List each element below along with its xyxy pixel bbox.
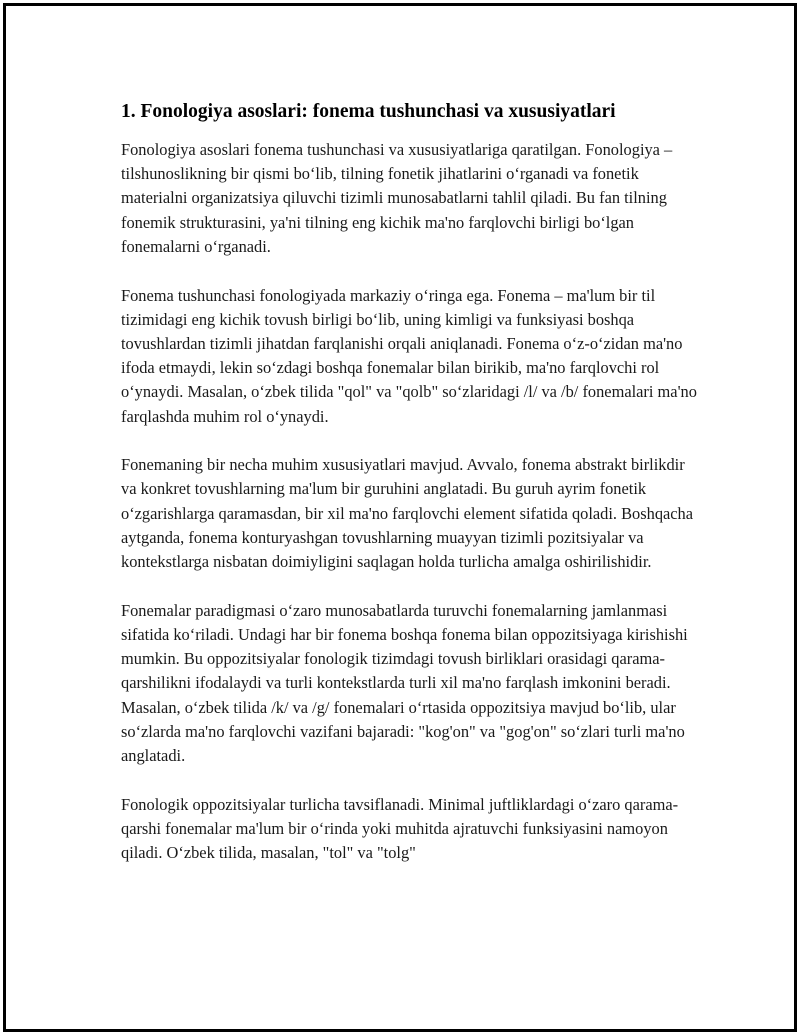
page-frame xyxy=(3,3,797,1032)
paragraph-3: Fonemaning bir necha muhim xususiyatlari mavjud. Avvalo, fonema abstrakt birlikdir va konkret tovushlarning ma'lum bir guruhini anglatadi. Bu guruh ayrim fonetik o‘zgarishlarga qaramasdan, bir xil ma'no farqlovchi element sifatida qoladi. Boshqacha aytganda, fonema konturyashgan tovushlarning muayyan tizimli pozitsiyalar va kontekstlarga nisbatan doimiyligini saqlagan holda turlicha amalga oshirilishidir. xyxy=(121,455,694,572)
section-heading: 1. Fonologiya asoslari: fonema tushunchasi va xususiyatlari xyxy=(121,101,616,122)
paragraph-5: Fonologik oppozitsiyalar turlicha tavsiflanadi. Minimal juftliklardagi o‘zaro qarama-qarshi fonemalar ma'lum bir o‘rinda yoki muhitda ajratuvchi funksiyasini namoyon qiladi. O‘zbek tilida, masalan, "tol" va "tolg" xyxy=(121,794,679,863)
paragraph-1: Fonologiya asoslari fonema tushunchasi va xususiyatlariga qaratilgan. Fonologiya – tilshunoslikning bir qismi bo‘lib, tilning fonetik jihatlarini o‘rganadi va fonetik materialni organizatsiya qiluvchi tizimli munosabatlarni tahlil qiladi. Bu fan tilning fonemik strukturasini, ya'ni tilning eng kichik ma'no farqlovchi birligi bo‘lgan fonemalarni o‘rganadi. xyxy=(121,140,673,256)
paragraph-4: Fonemalar paradigmasi o‘zaro munosabatlarda turuvchi fonemalarning jamlanmasi sifatida ko‘riladi. Undagi har bir fonema boshqa fonema bilan oppozitsiyaga kirishishi mumkin. Bu oppozitsiyalar fonologik tizimdagi tovush birliklari orasidagi qarama-qarshilikni ifodalaydi va turli kontekstlarda turli xil ma'no farqlash imkonini beradi. Masalan, o‘zbek tilida /k/ va /g/ fonemalari o‘rtasida oppozitsiya mavjud bo‘lib, ular so‘zlarda ma'no farqlovchi vazifani bajaradi: "kog'on" va "gog'on" so‘zlari turli ma'no anglatadi. xyxy=(121,600,688,765)
paragraph-2: Fonema tushunchasi fonologiyada markaziy o‘ringa ega. Fonema – ma'lum bir til tizimidagi eng kichik tovush birligi bo‘lib, uning kimligi va funksiyasi boshqa tovushlardan tizimli jihatdan farqlanishi orqali aniqlanadi. Fonema o‘z-o‘zidan ma'no ifoda etmaydi, lekin so‘zdagi boshqa fonemalar bilan birikib, ma'no farqlovchi rol o‘ynaydi. Masalan, o‘zbek tilida "qol" va "qolb" so‘zlaridagi /l/ va /b/ fonemalari ma'no farqlashda muhim rol o‘ynaydi. xyxy=(121,285,697,426)
document-body xyxy=(121,98,701,890)
